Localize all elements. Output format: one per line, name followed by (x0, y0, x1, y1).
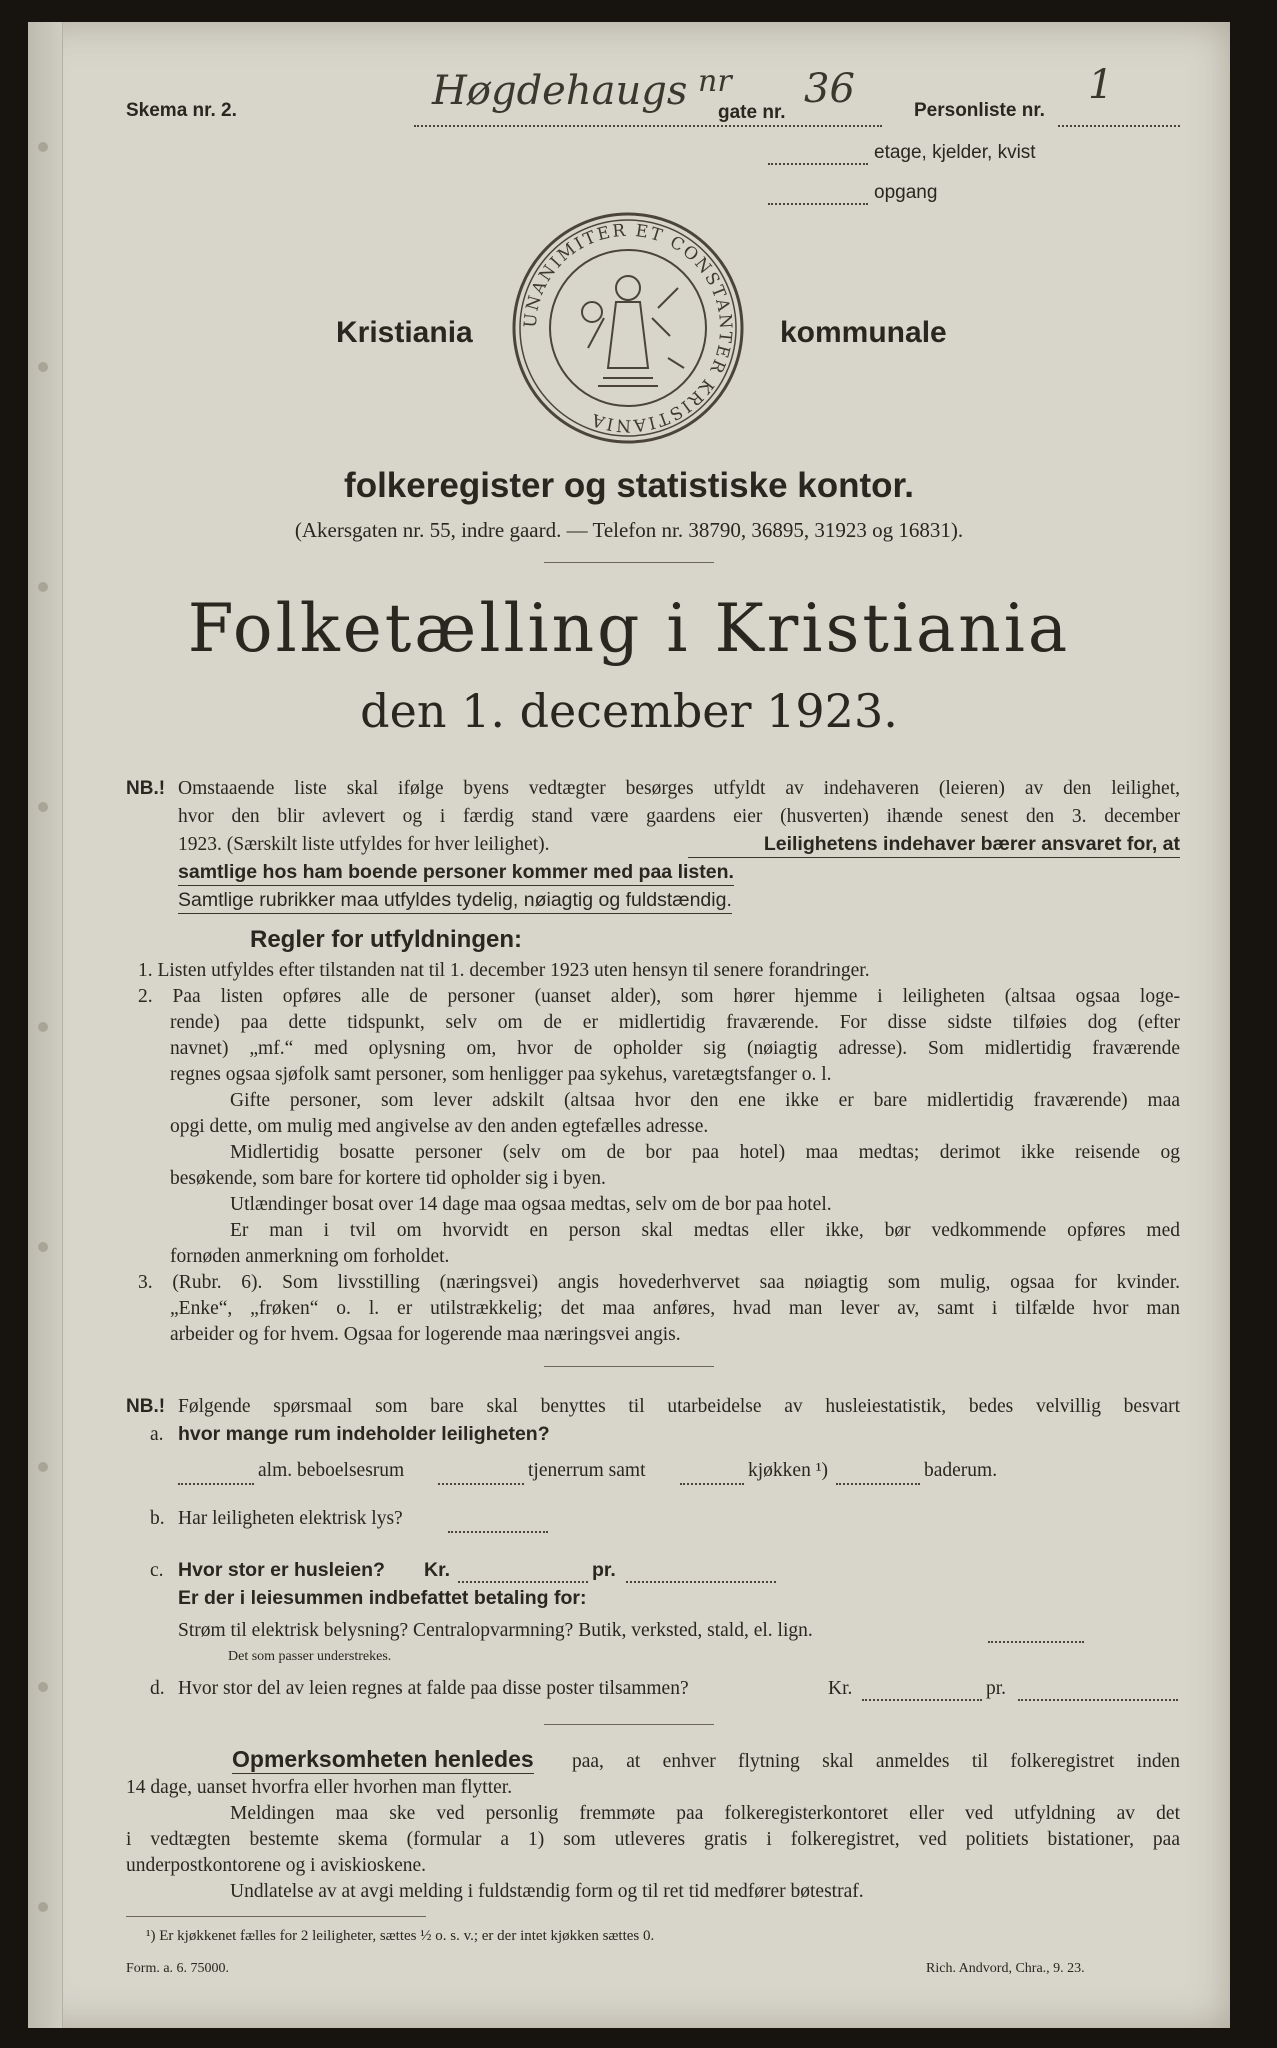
personliste-handwritten: 1 (1088, 62, 1114, 108)
census-form-sheet (28, 22, 1230, 2028)
rent-period-field[interactable] (626, 1580, 776, 1583)
rooms-field[interactable] (178, 1482, 254, 1485)
seal-right-word: kommunale (780, 316, 947, 349)
rule-line: opgi dette, om mulig med angivelse av den anden egtefælles adresse. (170, 1116, 709, 1137)
question-c-sub: Er der i leiesummen indbefattet betaling for: (178, 1587, 587, 1609)
rent-amount-field[interactable] (458, 1580, 588, 1583)
number-prefix-handwritten: nr (698, 64, 732, 99)
skema-number: Skema nr. 2. (126, 100, 237, 121)
binding-strip (28, 22, 63, 2028)
divider (126, 1916, 426, 1917)
question-a-letter: a. (150, 1424, 164, 1445)
room-label: kjøkken ¹) (748, 1460, 829, 1481)
notice-heading: Opmerksomheten henledes (232, 1746, 534, 1772)
notice-line: i vedtægten bestemte skema (formular a 1) som utleveres gratis i folkeregistret, ved politiets bistationer, paa (126, 1829, 1180, 1850)
share-period-field[interactable] (1018, 1698, 1178, 1701)
divider (544, 562, 714, 563)
rule-line: navnet) „mf.“ med oplysning om, hvor de opholder sig (nøiagtig adresse). Som midlertidig fraværende (170, 1038, 1180, 1059)
room-label: tjenerrum samt (528, 1460, 646, 1481)
nb1-line: Omstaaende liste skal ifølge byens vedtægter besørges utfyldt av indehaveren (leieren) av den leilighet, (178, 778, 1180, 799)
nb2-label: NB.! (126, 1396, 166, 1417)
question-b-letter: b. (150, 1508, 165, 1529)
share-kr-label: Kr. (828, 1678, 853, 1699)
rule-line: Midlertidig bosatte personer (selv om de bor paa hotel) maa medtas; derimot ikke reisende og (230, 1142, 1180, 1163)
nb1-responsibility-cont: samtlige hos ham boende personer kommer med paa listen. (178, 860, 734, 886)
question-c-letter: c. (150, 1560, 164, 1581)
question-c: Hvor stor er husleien? (178, 1559, 385, 1581)
rent-pr-label: pr. (592, 1559, 616, 1581)
personliste-field-line (1058, 124, 1180, 127)
electric-light-field[interactable] (448, 1530, 548, 1533)
house-number-handwritten: 36 (804, 66, 855, 112)
rule-line: 1. Listen utfyldes efter tilstanden nat til 1. december 1923 uten hensyn til senere forandringer. (138, 960, 870, 981)
gate-label: gate nr. (718, 102, 786, 123)
question-c-note: Det som passer understrekes. (228, 1649, 392, 1664)
rule-line: Er man i tvil om hvorvidt en person skal medtas eller ikke, bør vedkommende opføres med (230, 1220, 1180, 1241)
question-c-items: Strøm til elektrisk belysning? Centralopvarmning? Butik, verksted, stald, el. lign. (178, 1620, 813, 1641)
notice-line: underpostkontorene og i aviskioskene. (126, 1855, 427, 1876)
opgang-label: opgang (874, 182, 938, 203)
nb1-instruction: Samtlige rubrikker maa utfyldes tydelig, nøiagtig og fuldstændig. (178, 888, 732, 914)
office-name: folkeregister og statistiske kontor. (344, 466, 914, 505)
question-b: Har leiligheten elektrisk lys? (178, 1508, 403, 1529)
opgang-field-line (768, 202, 868, 205)
office-address: (Akersgaten nr. 55, indre gaard. — Telefon nr. 38790, 36895, 31923 og 16831). (294, 518, 964, 542)
divider (544, 1724, 714, 1725)
form-number: Form. a. 6. 75000. (126, 1961, 230, 1976)
personliste-label: Personliste nr. (914, 100, 1045, 121)
etage-field-line (768, 162, 868, 165)
kitchen-field[interactable] (680, 1482, 744, 1485)
page-title: Folketælling i Kristiania (187, 590, 1071, 667)
room-label: baderum. (924, 1460, 998, 1481)
question-a: hvor mange rum indeholder leiligheten? (178, 1423, 550, 1445)
share-pr-label: pr. (986, 1678, 1007, 1699)
question-d: Hvor stor del av leien regnes at falde paa disse poster tilsammen? (178, 1678, 689, 1699)
rule-line: 2. Paa listen opføres alle de personer (uanset alder), som hører hjemme i leiligheten (altsaa ogsaa loge- (138, 986, 1180, 1007)
street-field-line (414, 124, 882, 127)
rule-line: „Enke“, „frøken“ o. l. er utilstrækkelig; det maa anføres, hvad man lever av, samt i tilfælde hvor man (170, 1298, 1180, 1319)
share-amount-field[interactable] (862, 1698, 982, 1701)
rule-line: regnes ogsaa sjøfolk samt personer, som henligger paa sykehus, varetægtsfanger o. l. (170, 1064, 832, 1085)
rule-line: Utlændinger bosat over 14 dage maa ogsaa medtas, selv om de bor paa hotel. (230, 1194, 832, 1215)
notice-line: paa, at enhver flytning skal anmeldes til folkeregistret inden (572, 1751, 1180, 1772)
rent-kr-label: Kr. (424, 1559, 451, 1581)
seal-left-word: Kristiania (336, 316, 473, 349)
bathroom-field[interactable] (836, 1482, 920, 1485)
etage-label: etage, kjelder, kvist (874, 142, 1036, 163)
kristiania-seal-icon (508, 208, 748, 448)
notice-line: Meldingen maa ske ved personlig fremmøte paa folkeregisterkontoret eller ved utfyldning av det (230, 1803, 1180, 1824)
nb1-line: 1923. (Særskilt liste utfyldes for hver leilighet). (178, 834, 550, 855)
page-subtitle: den 1. december 1923. (360, 684, 898, 738)
question-d-letter: d. (150, 1678, 165, 1699)
servant-rooms-field[interactable] (438, 1482, 524, 1485)
svg-text:UNANIMITER ET CONSTANTER KRIST: UNANIMITER ET CONSTANTER KRISTIANIA (520, 220, 736, 436)
rules-heading: Regler for utfyldningen: (250, 926, 522, 953)
nb1-label: NB.! (126, 778, 166, 799)
nb2-intro: Følgende spørsmaal som bare skal benyttes til utarbeidelse av husleiestatistik, bedes velvillig besvart (178, 1396, 1180, 1417)
included-items-field[interactable] (988, 1640, 1084, 1643)
rule-line: Gifte personer, som lever adskilt (altsaa hvor den ene ikke er bare midlertidig fraværende) maa (230, 1090, 1180, 1111)
footnote: ¹) Er kjøkkenet fælles for 2 leiligheter, sættes ½ o. s. v.; er der intet kjøkken sættes 0. (146, 1928, 655, 1944)
nb1-responsibility: Leilighetens indehaver bærer ansvaret for, at (688, 832, 1180, 858)
printer-imprint: Rich. Andvord, Chra., 9. 23. (926, 1961, 1085, 1976)
rule-line: besøkende, som bare for kortere tid opholder sig i byen. (170, 1168, 606, 1189)
divider (544, 1366, 714, 1367)
rule-line: 3. (Rubr. 6). Som livsstilling (næringsvei) angis hovederhvervet saa nøiagtig som mulig, ogsaa for kvinder. (138, 1272, 1180, 1293)
rule-line: arbeider og for hvem. Ogsaa for logerende maa næringsvei angis. (170, 1324, 681, 1345)
street-handwritten: Høgdehaugs (432, 68, 688, 114)
nb1-line: hvor den blir avlevert og i færdig stand være gaardens eier (husverten) ihænde senest den 3. december (178, 806, 1180, 827)
rule-line: fornøden anmerkning om forholdet. (170, 1246, 450, 1267)
notice-line: Undlatelse av at avgi melding i fuldstændig form og til ret tid medfører bøtestraf. (230, 1881, 864, 1902)
rule-line: rende) paa dette tidspunkt, selv om de er midlertidig fraværende. For disse sidste tilføies dog (efter (170, 1012, 1180, 1033)
notice-line: 14 dage, uanset hvorfra eller hvorhen man flytter. (126, 1777, 513, 1798)
room-label: alm. beboelsesrum (258, 1460, 405, 1481)
